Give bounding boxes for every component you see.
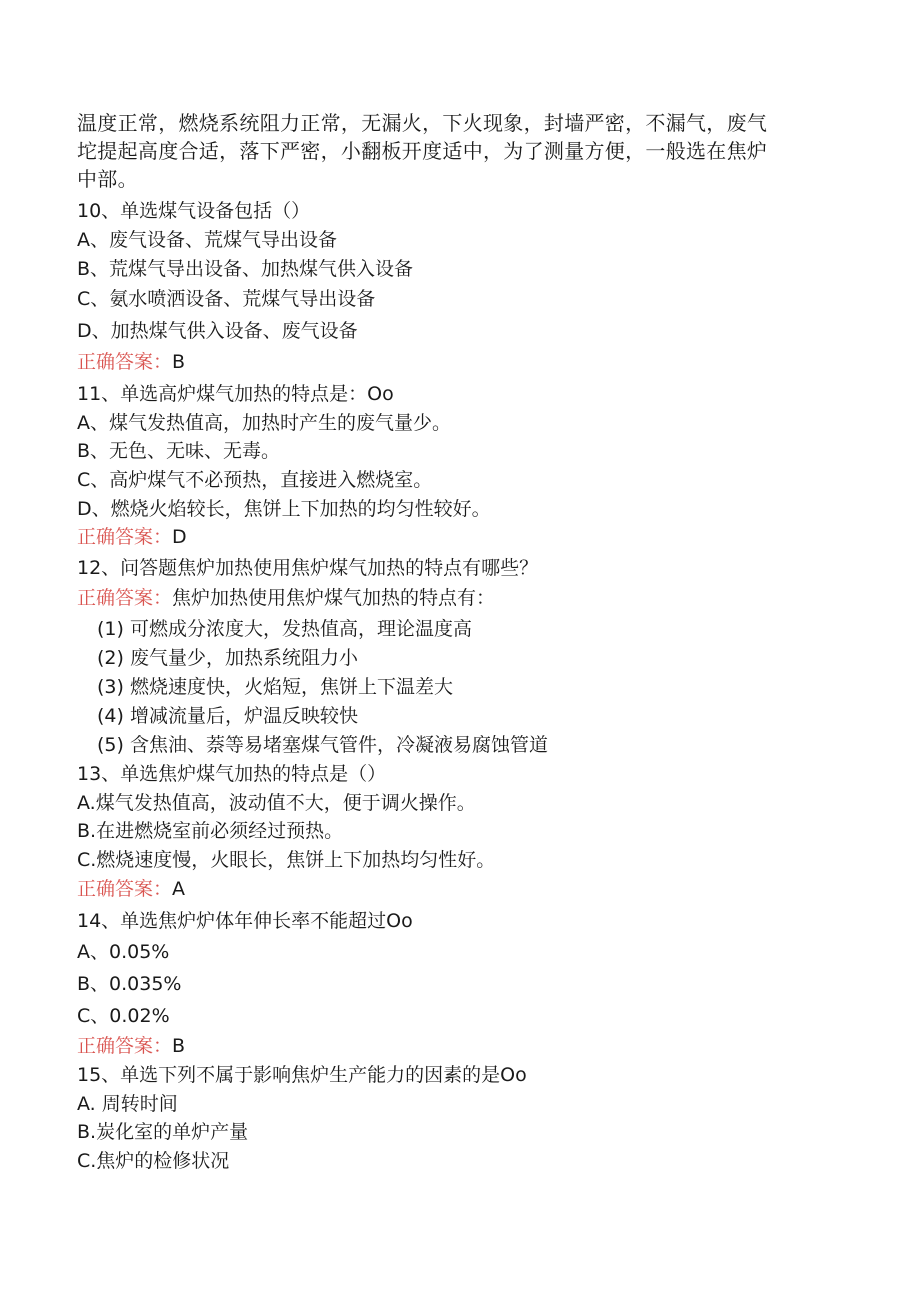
option: C、0.02% <box>77 1005 170 1027</box>
option: B、无色、无味、无毒。 <box>77 440 281 462</box>
option: A. 周转时间 <box>77 1093 178 1115</box>
question-10: 10、单选煤气设备包括（） <box>77 200 311 222</box>
answer-value: B <box>172 1035 186 1057</box>
option: B.炭化室的单炉产量 <box>77 1121 249 1143</box>
question-15: 15、单选下列不属于影响焦炉生产能力的因素的是Oo <box>77 1064 527 1086</box>
answer-point: (2) 废气量少，加热系统阻力小 <box>97 647 358 669</box>
answer-line <box>77 875 185 903</box>
question-13: 13、单选焦炉煤气加热的特点是（） <box>77 763 387 785</box>
option: C、高炉煤气不必预热，直接进入燃烧室。 <box>77 469 433 491</box>
answer-line <box>77 1032 185 1060</box>
option: D、燃烧火焰较长，焦饼上下加热的均匀性较好。 <box>77 498 491 520</box>
answer-value: B <box>172 351 186 373</box>
intro-line: 坨提起高度合适，落下严密，小翻板开度适中，为了测量方便，一般选在焦炉 <box>77 139 768 163</box>
answer-label: 正确答案： <box>77 878 173 900</box>
answer-value: A <box>172 878 186 900</box>
answer-point: (4) 增减流量后，炉温反映较快 <box>97 705 358 727</box>
answer-label: 正确答案： <box>77 351 173 373</box>
answer-label: 正确答案： <box>77 1035 173 1057</box>
option: B.在进燃烧室前必须经过预热。 <box>77 820 344 842</box>
option: A、废气设备、荒煤气导出设备 <box>77 229 337 251</box>
answer-label: 正确答案： <box>77 587 173 609</box>
intro-line: 中部。 <box>77 167 138 191</box>
answer-line <box>77 523 187 551</box>
answer-value: 焦炉加热使用焦炉煤气加热的特点有： <box>172 587 496 609</box>
option: D、加热煤气供入设备、废气设备 <box>77 320 358 342</box>
answer-point: (1) 可燃成分浓度大，发热值高，理论温度高 <box>97 618 472 640</box>
option: C.燃烧速度慢，火眼长，焦饼上下加热均匀性好。 <box>77 849 496 871</box>
answer-value: D <box>172 526 187 548</box>
answer-line <box>77 584 495 612</box>
option: A、0.05% <box>77 941 170 963</box>
option: A、煤气发热值高，加热时产生的废气量少。 <box>77 412 451 434</box>
answer-label: 正确答案： <box>77 526 173 548</box>
option: C.焦炉的检修状况 <box>77 1150 230 1172</box>
intro-line: 温度正常，燃烧系统阻力正常，无漏火，下火现象，封墙严密，不漏气，废气 <box>77 111 768 135</box>
answer-point: (5) 含焦油、萘等易堵塞煤气管件，冷凝液易腐蚀管道 <box>97 734 548 756</box>
question-11: 11、单选高炉煤气加热的特点是：Oo <box>77 383 394 405</box>
question-12: 12、问答题焦炉加热使用焦炉煤气加热的特点有哪些？ <box>77 557 539 579</box>
question-14: 14、单选焦炉炉体年伸长率不能超过Oo <box>77 910 413 932</box>
answer-line <box>77 348 185 376</box>
option: A.煤气发热值高，波动值不大，便于调火操作。 <box>77 792 476 814</box>
answer-point: (3) 燃烧速度快，火焰短，焦饼上下温差大 <box>97 676 453 698</box>
option: C、氨水喷洒设备、荒煤气导出设备 <box>77 288 376 310</box>
option: B、荒煤气导出设备、加热煤气供入设备 <box>77 258 414 280</box>
option: B、0.035% <box>77 973 182 995</box>
